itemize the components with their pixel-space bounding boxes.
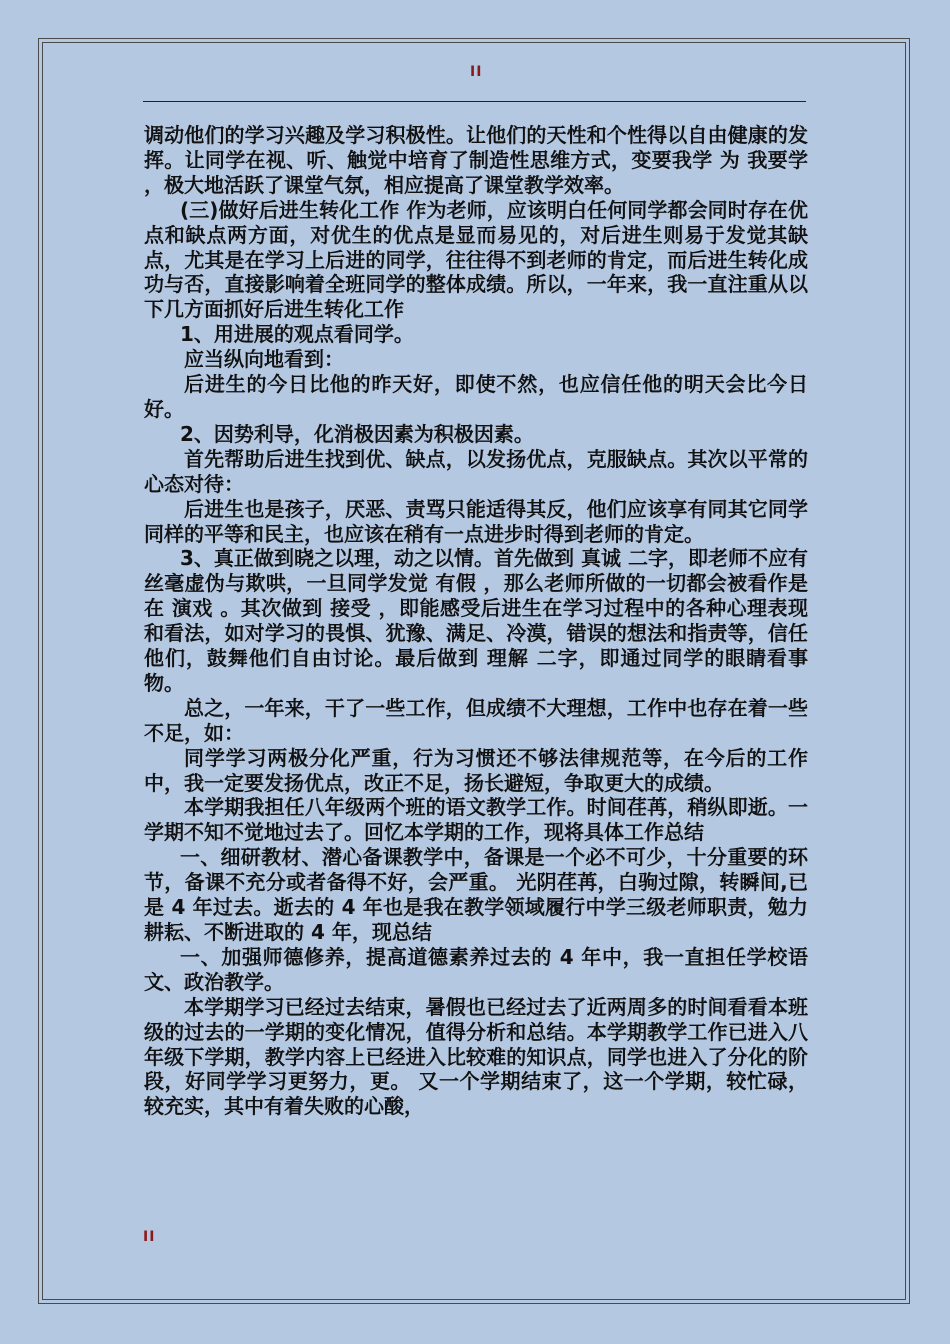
paragraph: 首先帮助后进生找到优、缺点，以发扬优点，克服缺点。其次以平常的心态对待： xyxy=(144,446,808,496)
paragraph: 3、真正做到晓之以理，动之以情。首先做到 真诚 二字，即老师不应有丝毫虚伪与欺哄，一旦同学发觉 有假 ，那么老师所做的一切都会被看作是在 演戏 。其次做到 接受 ，即能感受后进生在学习过程中的各种心理表现和看法，如对学习的畏惧、犹豫、满足、冷漠，错误的想法和指责等，信任他们，鼓舞他们自由讨论。最后做到 理解 二字，即通过同学的眼睛看事物。 xyxy=(144,546,808,695)
footer-page-mark: II xyxy=(143,1229,156,1245)
paragraph: 本学期我担任八年级两个班的语文教学工作。时间荏苒，稍纵即逝。一学期不知不觉地过去了。回忆本学期的工作，现将具体工作总结 xyxy=(144,795,808,845)
paragraph: 应当纵向地看到： xyxy=(184,347,344,372)
document-body xyxy=(144,123,808,1119)
paragraph: (三)做好后进生转化工作 作为老师，应该明白任何同学都会同时存在优点和缺点两方面，对优生的优点是显而易见的，对后进生则易于发觉其缺点，尤其是在学习上后进的同学，往往得不到老师的肯定，而后进生转化成功与否，直接影响着全班同学的整体成绩。所以，一年来，我一直注重从以下几方面抓好后进生转化工作 xyxy=(144,197,808,322)
paragraph: 后进生也是孩子，厌恶、责骂只能适得其反，他们应该享有同其它同学同样的平等和民主，也应该在稍有一点进步时得到老师的肯定。 xyxy=(144,496,808,546)
paragraph: 调动他们的学习兴趣及学习积极性。让他们的天性和个性得以自由健康的发挥。让同学在视、听、触觉中培育了制造性思维方式，变要我学 为 我要学 ，极大地活跃了课堂气氛，相应提高了课堂教学效率。 xyxy=(144,123,808,197)
paragraph: 一、加强师德修养，提高道德素养过去的 4 年中，我一直担任学校语文、政治教学。 xyxy=(144,944,808,994)
paragraph: 一、细研教材、潜心备课教学中，备课是一个必不可少，十分重要的环节，备课不充分或者备得不好，会严重。 光阴荏苒，白驹过隙，转瞬间,已是 4 年过去。逝去的 4 年也是我在教学领域履行中学三级老师职责，勉力耕耘、不断进取的 4 年，现总结 xyxy=(144,845,808,944)
paragraph: 1、用进展的观点看同学。 xyxy=(180,322,414,347)
header-page-mark: II xyxy=(470,64,483,80)
paragraph: 本学期学习已经过去结束，暑假也已经过去了近两周多的时间看看本班级的过去的一学期的变化情况，值得分析和总结。本学期教学工作已进入八年级下学期，教学内容上已经进入比较难的知识点，同学也进入了分化的阶段，好同学学习更努力，更。 又一个学期结束了，这一个学期，较忙碌，较充实，其中有着失败的心酸， xyxy=(144,994,808,1119)
paragraph: 总之，一年来，干了一些工作，但成绩不大理想，工作中也存在着一些不足，如： xyxy=(144,695,808,745)
paragraph: 2、因势利导，化消极因素为积极因素。 xyxy=(180,421,534,446)
paragraph: 同学学习两极分化严重，行为习惯还不够法律规范等，在今后的工作中，我一定要发扬优点，改正不足，扬长避短，争取更大的成绩。 xyxy=(144,745,808,795)
paragraph: 后进生的今日比他的昨天好，即使不然，也应信任他的明天会比今日好。 xyxy=(144,372,808,421)
header-rule xyxy=(143,101,806,102)
